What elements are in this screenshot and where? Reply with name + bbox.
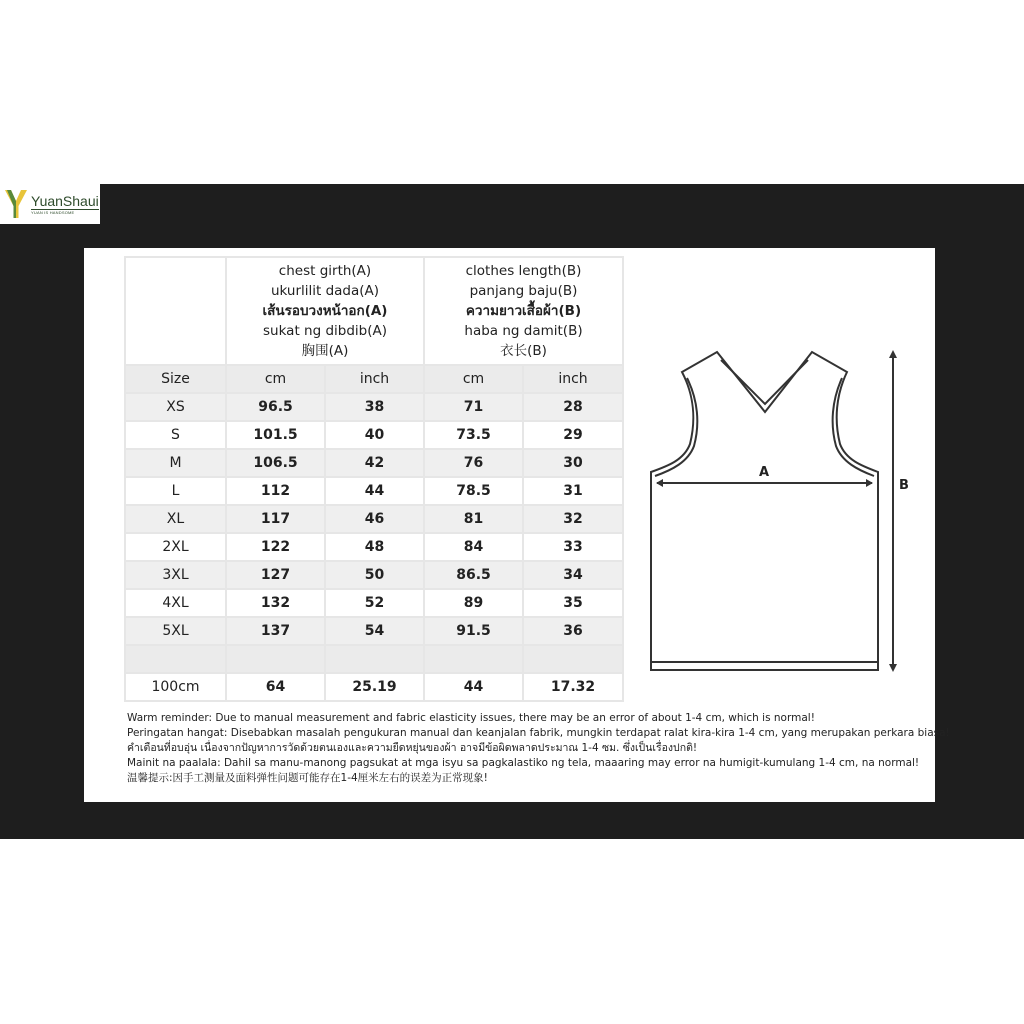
length-inch-cell: 36	[523, 617, 623, 645]
header-empty-cell	[125, 257, 226, 365]
table-row	[125, 589, 623, 617]
table-header-row	[125, 257, 623, 365]
logo-tagline: YUAN IS HANDSOME	[31, 209, 99, 215]
length-inch-header: inch	[523, 365, 623, 393]
chest-girth-header: chest girth(A) ukurlilit dada(A) เส้นรอบวงหน้าอก(A) sukat ng dibdib(A) 胸围(A)	[226, 257, 424, 365]
note-thai: คำเตือนที่อบอุ่น เนื่องจากปัญหาการวัดด้วยตนเองและความยืดหยุ่นของผ้า อาจมีข้อผิดพลาดประมาณ 1-4 ซม. ซึ่งเป็นเรื่องปกติ!	[127, 742, 698, 754]
size-cell: 2XL	[125, 533, 226, 561]
note-malay: Peringatan hangat: Disebabkan masalah pengukuran manual dan keanjalan fabrik, mungkin terdapat ralat kira-kira 1-4 cm, yang merupakan perkara biasa!	[127, 727, 950, 739]
brand-logo	[0, 184, 100, 224]
note-filipino: Mainit na paalala: Dahil sa manu-manong pagsukat at mga isyu sa pagkalastiko ng tela, maaaring may error na humigit-kumulang 1-4 cm, na normal!	[127, 757, 920, 769]
length-measure-line	[889, 350, 897, 672]
chest-cm-cell: 127	[226, 561, 325, 589]
chest-inch-cell: 46	[325, 505, 424, 533]
reference-length-cm: 44	[424, 673, 523, 701]
size-cell: M	[125, 449, 226, 477]
length-inch-cell: 31	[523, 477, 623, 505]
units-row	[125, 365, 623, 393]
length-inch-cell: 34	[523, 561, 623, 589]
size-cell: XL	[125, 505, 226, 533]
size-column-header: Size	[125, 365, 226, 393]
label-a: A	[758, 465, 770, 480]
chest-inch-cell: 38	[325, 393, 424, 421]
table-row	[125, 477, 623, 505]
table-row	[125, 393, 623, 421]
note-chinese: 温馨提示:因手工测量及面料弹性问题可能存在1-4厘米左右的误差为正常现象!	[127, 772, 488, 784]
vest-diagram	[640, 340, 920, 680]
chest-inch-cell: 50	[325, 561, 424, 589]
length-inch-cell: 28	[523, 393, 623, 421]
length-inch-cell: 32	[523, 505, 623, 533]
chest-cm-cell: 101.5	[226, 421, 325, 449]
length-inch-cell: 33	[523, 533, 623, 561]
reference-chest-cm: 64	[226, 673, 325, 701]
chest-inch-header: inch	[325, 365, 424, 393]
length-cm-header: cm	[424, 365, 523, 393]
chest-cm-cell: 106.5	[226, 449, 325, 477]
chest-cm-cell: 137	[226, 617, 325, 645]
label-b: B	[899, 478, 909, 493]
note-english: Warm reminder: Due to manual measurement and fabric elasticity issues, there may be an error of about 1-4 cm, which is normal!	[127, 712, 815, 724]
chest-cm-header: cm	[226, 365, 325, 393]
length-cm-cell: 89	[424, 589, 523, 617]
table-row	[125, 617, 623, 645]
chest-inch-cell: 44	[325, 477, 424, 505]
size-cell: 5XL	[125, 617, 226, 645]
table-row	[125, 449, 623, 477]
chest-inch-cell: 54	[325, 617, 424, 645]
chest-measure-line	[656, 479, 873, 487]
length-cm-cell: 84	[424, 533, 523, 561]
length-inch-cell: 30	[523, 449, 623, 477]
clothes-length-header: clothes length(B) panjang baju(B) ความยาวเสื้อผ้า(B) haba ng damit(B) 衣长(B)	[424, 257, 623, 365]
length-cm-cell: 86.5	[424, 561, 523, 589]
length-cm-cell: 81	[424, 505, 523, 533]
size-cell: S	[125, 421, 226, 449]
chest-inch-cell: 40	[325, 421, 424, 449]
chest-cm-cell: 132	[226, 589, 325, 617]
chest-cm-cell: 96.5	[226, 393, 325, 421]
logo-name: YuanShaui	[31, 193, 99, 209]
size-table	[124, 256, 624, 702]
reference-chest-inch: 25.19	[325, 673, 424, 701]
vest-outline	[651, 352, 878, 670]
blank-row	[125, 645, 623, 673]
table-row	[125, 505, 623, 533]
chest-cm-cell: 112	[226, 477, 325, 505]
chest-cm-cell: 122	[226, 533, 325, 561]
chest-inch-cell: 48	[325, 533, 424, 561]
logo-y-icon	[3, 187, 29, 221]
reference-label: 100cm	[125, 673, 226, 701]
reference-row	[125, 673, 623, 701]
size-cell: XS	[125, 393, 226, 421]
size-cell: 4XL	[125, 589, 226, 617]
table-row	[125, 533, 623, 561]
length-inch-cell: 35	[523, 589, 623, 617]
length-cm-cell: 71	[424, 393, 523, 421]
table-row	[125, 561, 623, 589]
reference-length-inch: 17.32	[523, 673, 623, 701]
length-cm-cell: 91.5	[424, 617, 523, 645]
length-cm-cell: 73.5	[424, 421, 523, 449]
measurement-notes	[127, 711, 950, 786]
table-row	[125, 421, 623, 449]
chest-inch-cell: 42	[325, 449, 424, 477]
size-cell: 3XL	[125, 561, 226, 589]
length-cm-cell: 78.5	[424, 477, 523, 505]
length-inch-cell: 29	[523, 421, 623, 449]
length-cm-cell: 76	[424, 449, 523, 477]
chest-cm-cell: 117	[226, 505, 325, 533]
size-cell: L	[125, 477, 226, 505]
chest-inch-cell: 52	[325, 589, 424, 617]
